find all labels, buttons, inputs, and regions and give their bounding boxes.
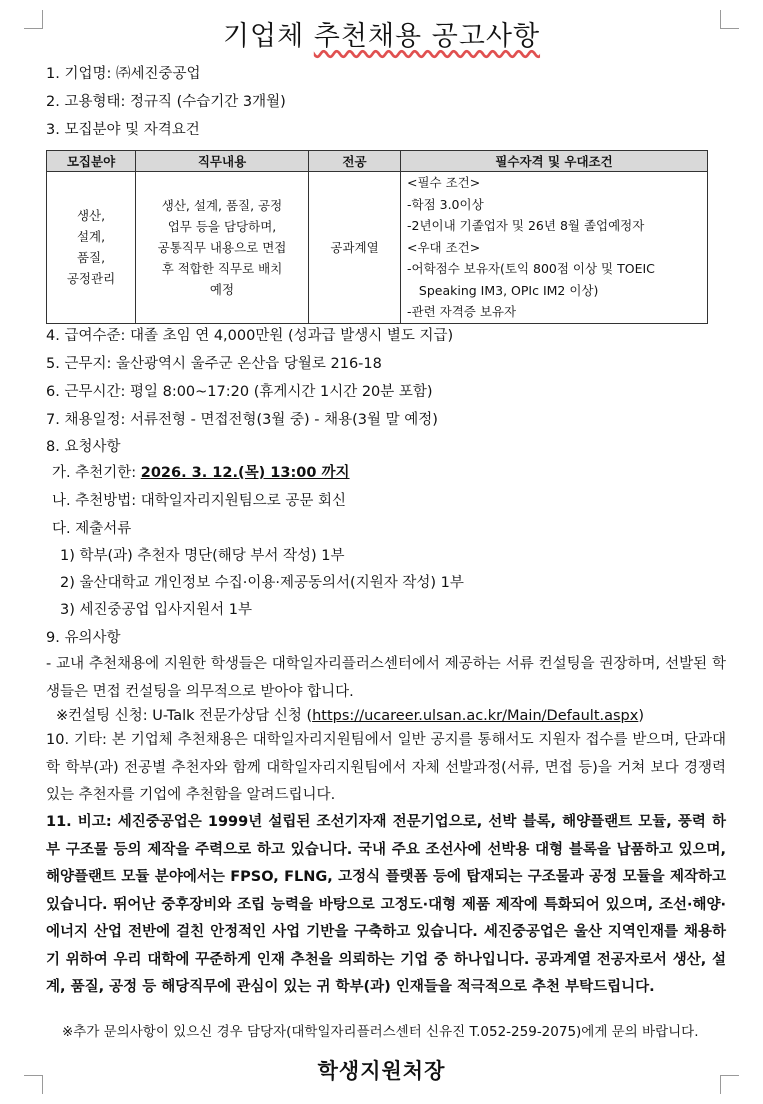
item-salary: 4. 급여수준: 대졸 초임 연 4,000만원 (성과급 발생시 별도 지급) [46,328,454,344]
item-workplace: 5. 근무지: 울산광역시 울주군 온산읍 당월로 216-18 [46,356,382,372]
item-recruit-field: 3. 모집분야 및 자격요건 [46,122,200,138]
document-item-1: 1) 학부(과) 추천자 명단(해당 부서 작성) 1부 [60,548,345,564]
duty-line: 예정 [209,281,235,297]
item-schedule: 7. 채용일정: 서류전형 - 면접전형(3월 중) - 채용(3월 말 예정) [46,412,438,428]
consulting-line [56,706,644,726]
duty-line: 공통직무 내용으로 면접 [157,239,287,255]
consulting-link[interactable]: https://ucareer.ulsan.ac.kr/Main/Default.aspx [312,708,639,724]
field-line: 생산, [76,208,106,224]
field-line: 공정관리 [66,271,116,287]
item-employment-type: 2. 고용형태: 정규직 (수습기간 3개월) [46,94,286,110]
title-prefix: 기업체 [222,21,314,52]
cell-major: 공과계열 [309,172,401,324]
header-major: 전공 [309,151,401,172]
table-row [47,172,708,324]
cell-duty [136,172,309,324]
condition-line: Speaking IM3, OPIc IM2 이상) [407,282,599,298]
consulting-close: ) [638,708,645,724]
cell-conditions [401,172,708,324]
item-company-name: 1. 기업명: ㈜세진중공업 [46,66,201,82]
condition-line: -어학점수 보유자(토익 800점 이상 및 TOEIC [407,261,655,276]
item-documents: 다. 제출서류 [52,521,132,537]
condition-line: -학점 3.0이상 [407,196,484,212]
item-requests: 8. 요청사항 [46,439,121,455]
duty-line: 생산, 설계, 품질, 공정 [161,197,283,213]
condition-line: -관련 자격증 보유자 [407,304,517,319]
field-line: 품질, [76,250,106,266]
condition-line: -2년이내 기졸업자 및 26년 8월 졸업예정자 [407,218,645,233]
signature: 학생지원처장 [317,1059,446,1083]
deadline-value: 2026. 3. 12.(목) 13:00 까지 [140,465,350,481]
title-underlined: 추천채용 공고사항 [313,21,541,52]
deadline-label: 가. 추천기한: [52,465,141,481]
condition-line: <필수 조건> [407,175,481,190]
duty-line: 후 적합한 직무로 배치 [161,260,283,276]
item-method: 나. 추천방법: 대학일자리지원팀으로 공문 회신 [52,493,347,509]
field-line: 설계, [76,229,106,245]
cell-field [47,172,136,324]
contact-note: ※추가 문의사항이 있으신 경우 담당자(대학일자리플러스센터 신유진 T.052-259-2075)에게 문의 바랍니다. [62,1024,699,1040]
document-item-2: 2) 울산대학교 개인정보 수집·이용·제공동의서(지원자 작성) 1부 [60,575,464,591]
header-field: 모집분야 [47,151,136,172]
header-duty: 직무내용 [136,151,309,172]
requirements-table [46,150,708,324]
document-title [0,14,763,53]
document-item-3: 3) 세진중공업 입사지원서 1부 [60,602,253,618]
item-work-hours: 6. 근무시간: 평일 8:00~17:20 (휴게시간 1시간 20분 포함) [46,384,433,400]
notes-paragraph: - 교내 추천채용에 지원한 학생들은 대학일자리플러스센터에서 제공하는 서류 컨설팅을 권장하며, 선발된 학생들은 면접 컨설팅을 의무적으로 받아야 합니다. [46,656,726,700]
table-header-row [47,151,708,172]
remarks-paragraph: 11. 비고: 세진중공업은 1999년 설립된 조선기자재 전문기업으로, 선박 블록, 해양플랜트 모듈, 풍력 하부 구조물 등의 제작을 주력으로 하고 있습니다. 국내 주요 조선사에 선박용 대형 블록을 납품하고 있으며, 해양플랜트 모듈 분야에서는 FPSO, FLNG, 고정식 플랫폼 등에 탑재되는 구조물과 공정 모듈을 제작하고 있습니다. 뛰어난 중후장비와 조립 능력을 바탕으로 고정도·대형 제품 제작에 특화되어 있으며, 조선·해양·에너지 산업 전반에 걸친 안정적인 사업 기반을 구축하고 있습니다. 세진중공업은 울산 지역인재를 채용하기 위하여 우리 대학에 꾸준하게 인재 추천을 의뢰하는 기업 중 하나입니다. 공과계열 전공자로서 생산, 설계, 품질, 공정 등 해당직무에 관심이 있는 귀 학부(과) 인재들을 적극적으로 추천 부탁드립니다. [46,814,726,995]
condition-line: <우대 조건> [407,239,481,255]
item-notes: 9. 유의사항 [46,630,121,646]
consulting-label: ※컨설팅 신청: U-Talk 전문가상담 신청 ( [56,708,313,724]
other-paragraph: 10. 기타: 본 기업체 추천채용은 대학일자리지원팀에서 일반 공지를 통해서도 지원자 접수를 받으며, 단과대학 학부(과) 전공별 추천자와 함께 대학일자리지원팀에서 자체 선발과정(서류, 면접 등)을 거쳐 보다 경쟁력 있는 추천자를 기업에 추천함을 알려드립니다. [46,732,726,803]
header-conditions: 필수자격 및 우대조건 [401,151,708,172]
duty-line: 업무 등을 담당하며, [167,218,277,234]
item-deadline [52,463,350,483]
